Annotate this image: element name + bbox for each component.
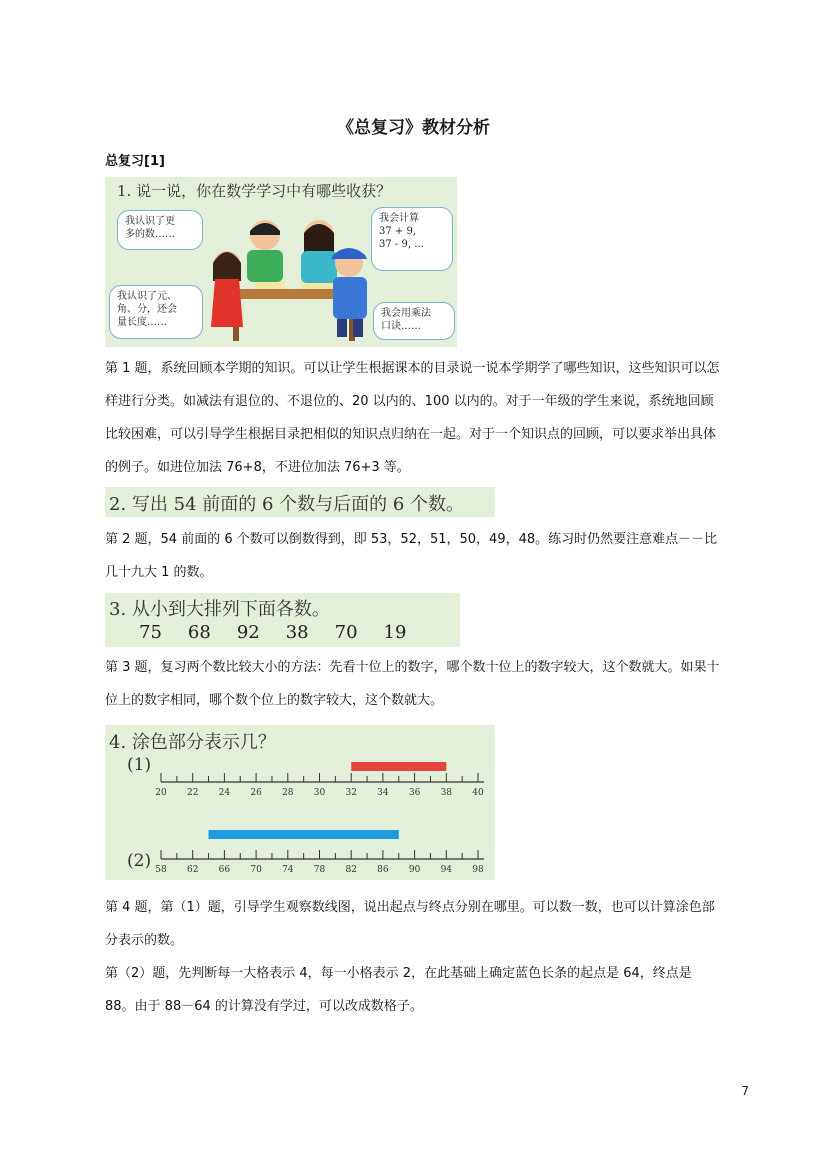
paragraph-2: 第 2 题，54 前面的 6 个数可以倒数得到，即 53，52，51，50，49，48。练习时仍然要注意难点－－比几十九大 1 的数。 bbox=[105, 532, 718, 580]
children-at-table-illustration bbox=[105, 177, 457, 347]
number-line-1-tick-label: 40 bbox=[472, 788, 484, 798]
number-line-1-tick-label: 34 bbox=[377, 788, 389, 798]
speech-bubble-calculation: 我会计算 37 + 9, 37 - 9, … bbox=[371, 207, 453, 271]
number-line-2-tick-label: 98 bbox=[472, 865, 484, 875]
number-line-1-tick-label: 28 bbox=[282, 788, 294, 798]
document-title: 《总复习》教材分析 bbox=[337, 118, 490, 138]
number-item: 70 bbox=[334, 622, 358, 643]
number-line-1-label: (1) bbox=[127, 755, 152, 775]
number-line-2-tick-label: 74 bbox=[282, 865, 294, 875]
number-line-2-shaded-bar bbox=[209, 830, 399, 839]
number-item: 68 bbox=[187, 622, 211, 643]
number-item: 75 bbox=[139, 622, 162, 643]
paragraph-4: 第 4 题，第（1）题，引导学生观察数线图，说出起点与终点分别在哪里。可以数一数，也可以计算涂色部分表示的数。 bbox=[105, 900, 715, 948]
paragraph-5: 第（2）题，先判断每一大格表示 4，每一小格表示 2，在此基础上确定蓝色长条的起点是 64，终点是 88。由于 88－64 的计算没有学过，可以改成数格子。 bbox=[105, 966, 692, 1014]
number-line-2-tick-label: 94 bbox=[440, 865, 453, 875]
page-number: 7 bbox=[741, 1084, 749, 1098]
textbook-figure-1 bbox=[105, 177, 457, 347]
number-item: 92 bbox=[236, 622, 260, 643]
number-line-2-tick-label: 86 bbox=[377, 865, 389, 875]
speech-bubble-multiplication: 我会用乘法 口诀…… bbox=[373, 302, 455, 340]
number-line-1-tick-label: 36 bbox=[408, 788, 421, 798]
exercise-2-heading: 2. 写出 54 前面的 6 个数与后面的 6 个数。 bbox=[109, 494, 465, 515]
number-line-2-tick-label: 70 bbox=[250, 865, 262, 875]
section-subhead: 总复习[1] bbox=[105, 154, 165, 169]
number-line-1-tick-label: 20 bbox=[155, 788, 167, 798]
speech-bubble-money-length: 我认识了元、 角、分，还会 量长度…… bbox=[109, 285, 203, 339]
number-line-2-tick-label: 66 bbox=[218, 865, 231, 875]
paragraph-3: 第 3 题，复习两个数比较大小的方法：先看十位上的数字，哪个数十位上的数字较大，这个数就大。如果十位上的数字相同，哪个数个位上的数字较大，这个数就大。 bbox=[105, 660, 720, 708]
number-lines bbox=[105, 725, 495, 880]
number-line-2-tick-label: 62 bbox=[186, 865, 199, 875]
number-line-1-tick-label: 30 bbox=[313, 788, 326, 798]
number-line-1-tick-label: 38 bbox=[440, 788, 453, 798]
number-item: 38 bbox=[285, 622, 309, 643]
exercise-4-heading: 4. 涂色部分表示几？ bbox=[109, 732, 276, 753]
textbook-figure-2 bbox=[105, 487, 495, 517]
number-line-1-tick-label: 26 bbox=[250, 788, 262, 798]
number-line-1-tick-label: 24 bbox=[218, 788, 231, 798]
exercise-3-heading: 3. 从小到大排列下面各数。 bbox=[109, 599, 330, 620]
speech-bubble-more-numbers: 我认识了更 多的数…… bbox=[117, 210, 203, 250]
number-line-1-shaded-bar bbox=[351, 762, 446, 771]
exercise-1-heading: 1. 说一说，你在数学学习中有哪些收获？ bbox=[117, 182, 392, 200]
number-line-2-tick-label: 90 bbox=[408, 865, 421, 875]
textbook-figure-3 bbox=[105, 593, 460, 647]
number-line-2-tick-label: 78 bbox=[313, 865, 326, 875]
number-line-1-tick-label: 22 bbox=[186, 788, 199, 798]
number-line-2-tick-label: 58 bbox=[155, 865, 167, 875]
textbook-figure-4 bbox=[105, 725, 495, 880]
number-line-2-tick-label: 82 bbox=[345, 865, 357, 875]
paragraph-1: 第 1 题，系统回顾本学期的知识。可以让学生根据课本的目录说一说本学期学了哪些知识，这些知识可以怎样进行分类。如减法有退位的、不退位的、20 以内的、100 以内的。对于一年级的学生来说，系统地回顾比较困难，可以引导学生根据目录把相似的知识点归纳在一起。对于一个知识点的回顾，可以要求举出具体的例子。如进位加法 76+8，不进位加法 76+3 等。 bbox=[105, 361, 720, 475]
number-item: 19 bbox=[383, 622, 407, 643]
number-line-2-label: (2) bbox=[127, 851, 152, 871]
numbers-to-sort bbox=[139, 622, 432, 643]
number-line-1-tick-label: 32 bbox=[345, 788, 357, 798]
